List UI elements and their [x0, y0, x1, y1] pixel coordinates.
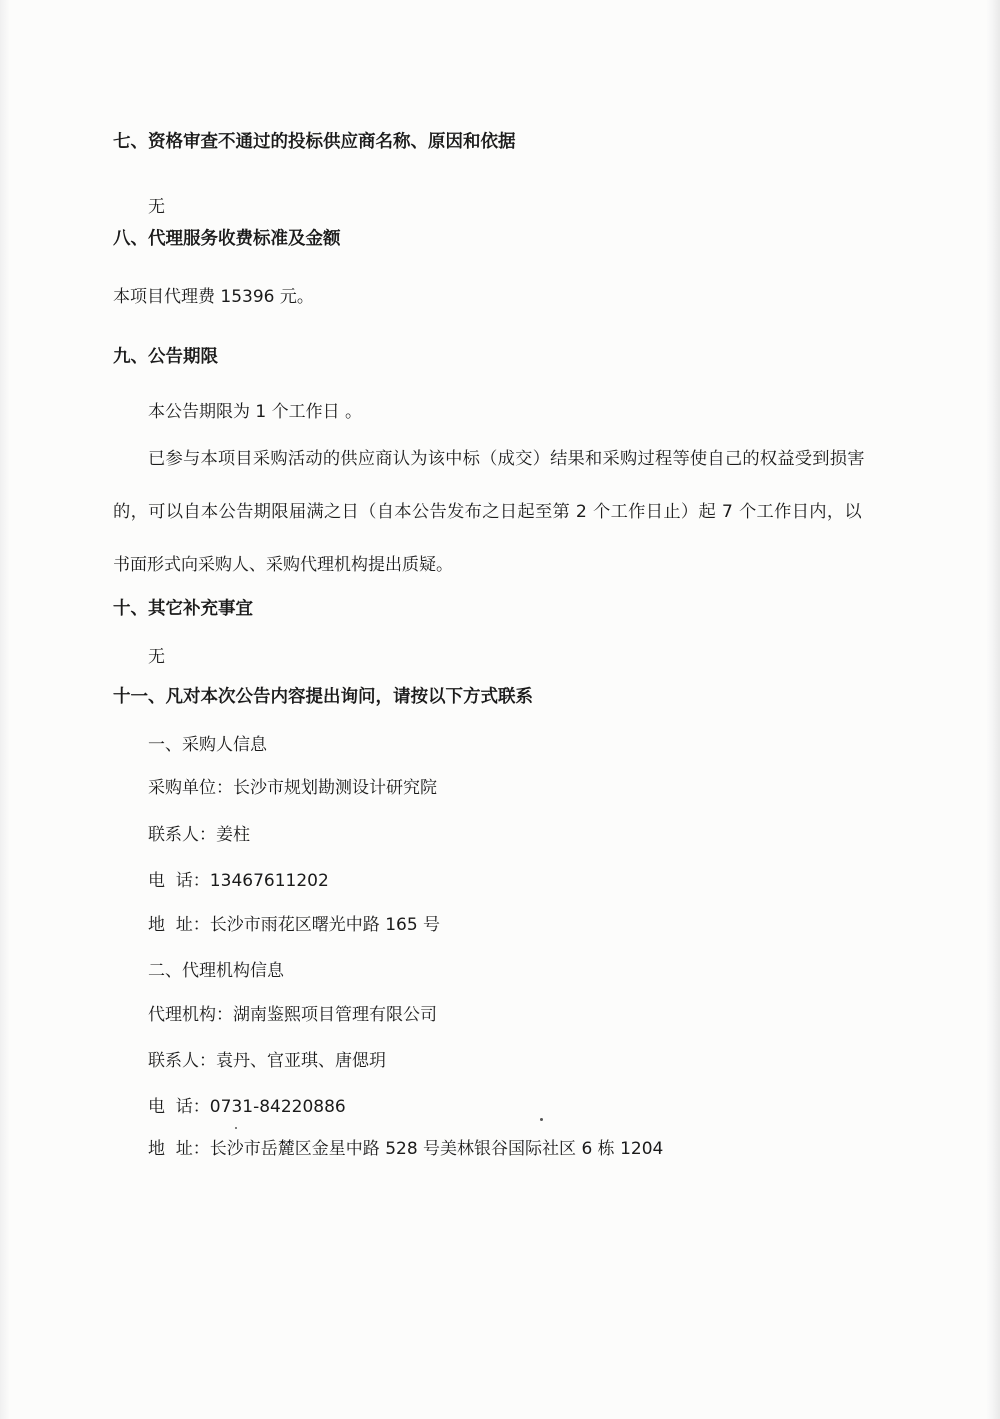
section-9-paragraph-line-3: 书面形式向采购人、采购代理机构提出质疑。: [113, 555, 453, 575]
scan-speck: [235, 1127, 237, 1129]
purchaser-unit: 采购单位：长沙市规划勘测设计研究院: [148, 778, 437, 798]
purchaser-address: 地 址：长沙市雨花区曙光中路 165 号: [148, 915, 441, 935]
section-10-body: 无: [148, 647, 165, 667]
section-9-heading: 九、公告期限: [113, 347, 218, 367]
agency-address: 地 址：长沙市岳麓区金星中路 528 号美林银谷国际社区 6 栋 1204: [148, 1139, 664, 1159]
section-7-heading: 七、资格审查不通过的投标供应商名称、原因和依据: [113, 132, 516, 152]
section-9-period: 本公告期限为 1 个工作日 。: [148, 402, 363, 422]
agency-contact: 联系人：袁丹、官亚琪、唐偲玥: [148, 1051, 386, 1071]
section-8-body: 本项目代理费 15396 元。: [113, 287, 314, 307]
section-7-body: 无: [148, 197, 165, 217]
purchaser-info-title: 一、采购人信息: [148, 735, 267, 755]
agency-info-title: 二、代理机构信息: [148, 961, 284, 981]
agency-name: 代理机构：湖南鉴熙项目管理有限公司: [148, 1005, 437, 1025]
scan-edge-left: [0, 0, 10, 1419]
scan-edge-right: [986, 0, 1000, 1419]
purchaser-phone: 电 话：13467611202: [148, 871, 329, 891]
section-9-paragraph-line-1: 已参与本项目采购活动的供应商认为该中标（成交）结果和采购过程等使自己的权益受到损害: [148, 449, 865, 469]
section-8-heading: 八、代理服务收费标准及金额: [113, 229, 341, 249]
scan-speck: [540, 1118, 543, 1121]
purchaser-contact: 联系人：姜柱: [148, 825, 250, 845]
section-10-heading: 十、其它补充事宜: [113, 599, 253, 619]
section-9-paragraph-line-2: 的，可以自本公告期限届满之日（自本公告发布之日起至第 2 个工作日止）起 7 个工作日内，以: [113, 502, 863, 522]
section-11-heading: 十一、凡对本次公告内容提出询问，请按以下方式联系: [113, 687, 533, 707]
agency-phone: 电 话：0731-84220886: [148, 1097, 346, 1117]
